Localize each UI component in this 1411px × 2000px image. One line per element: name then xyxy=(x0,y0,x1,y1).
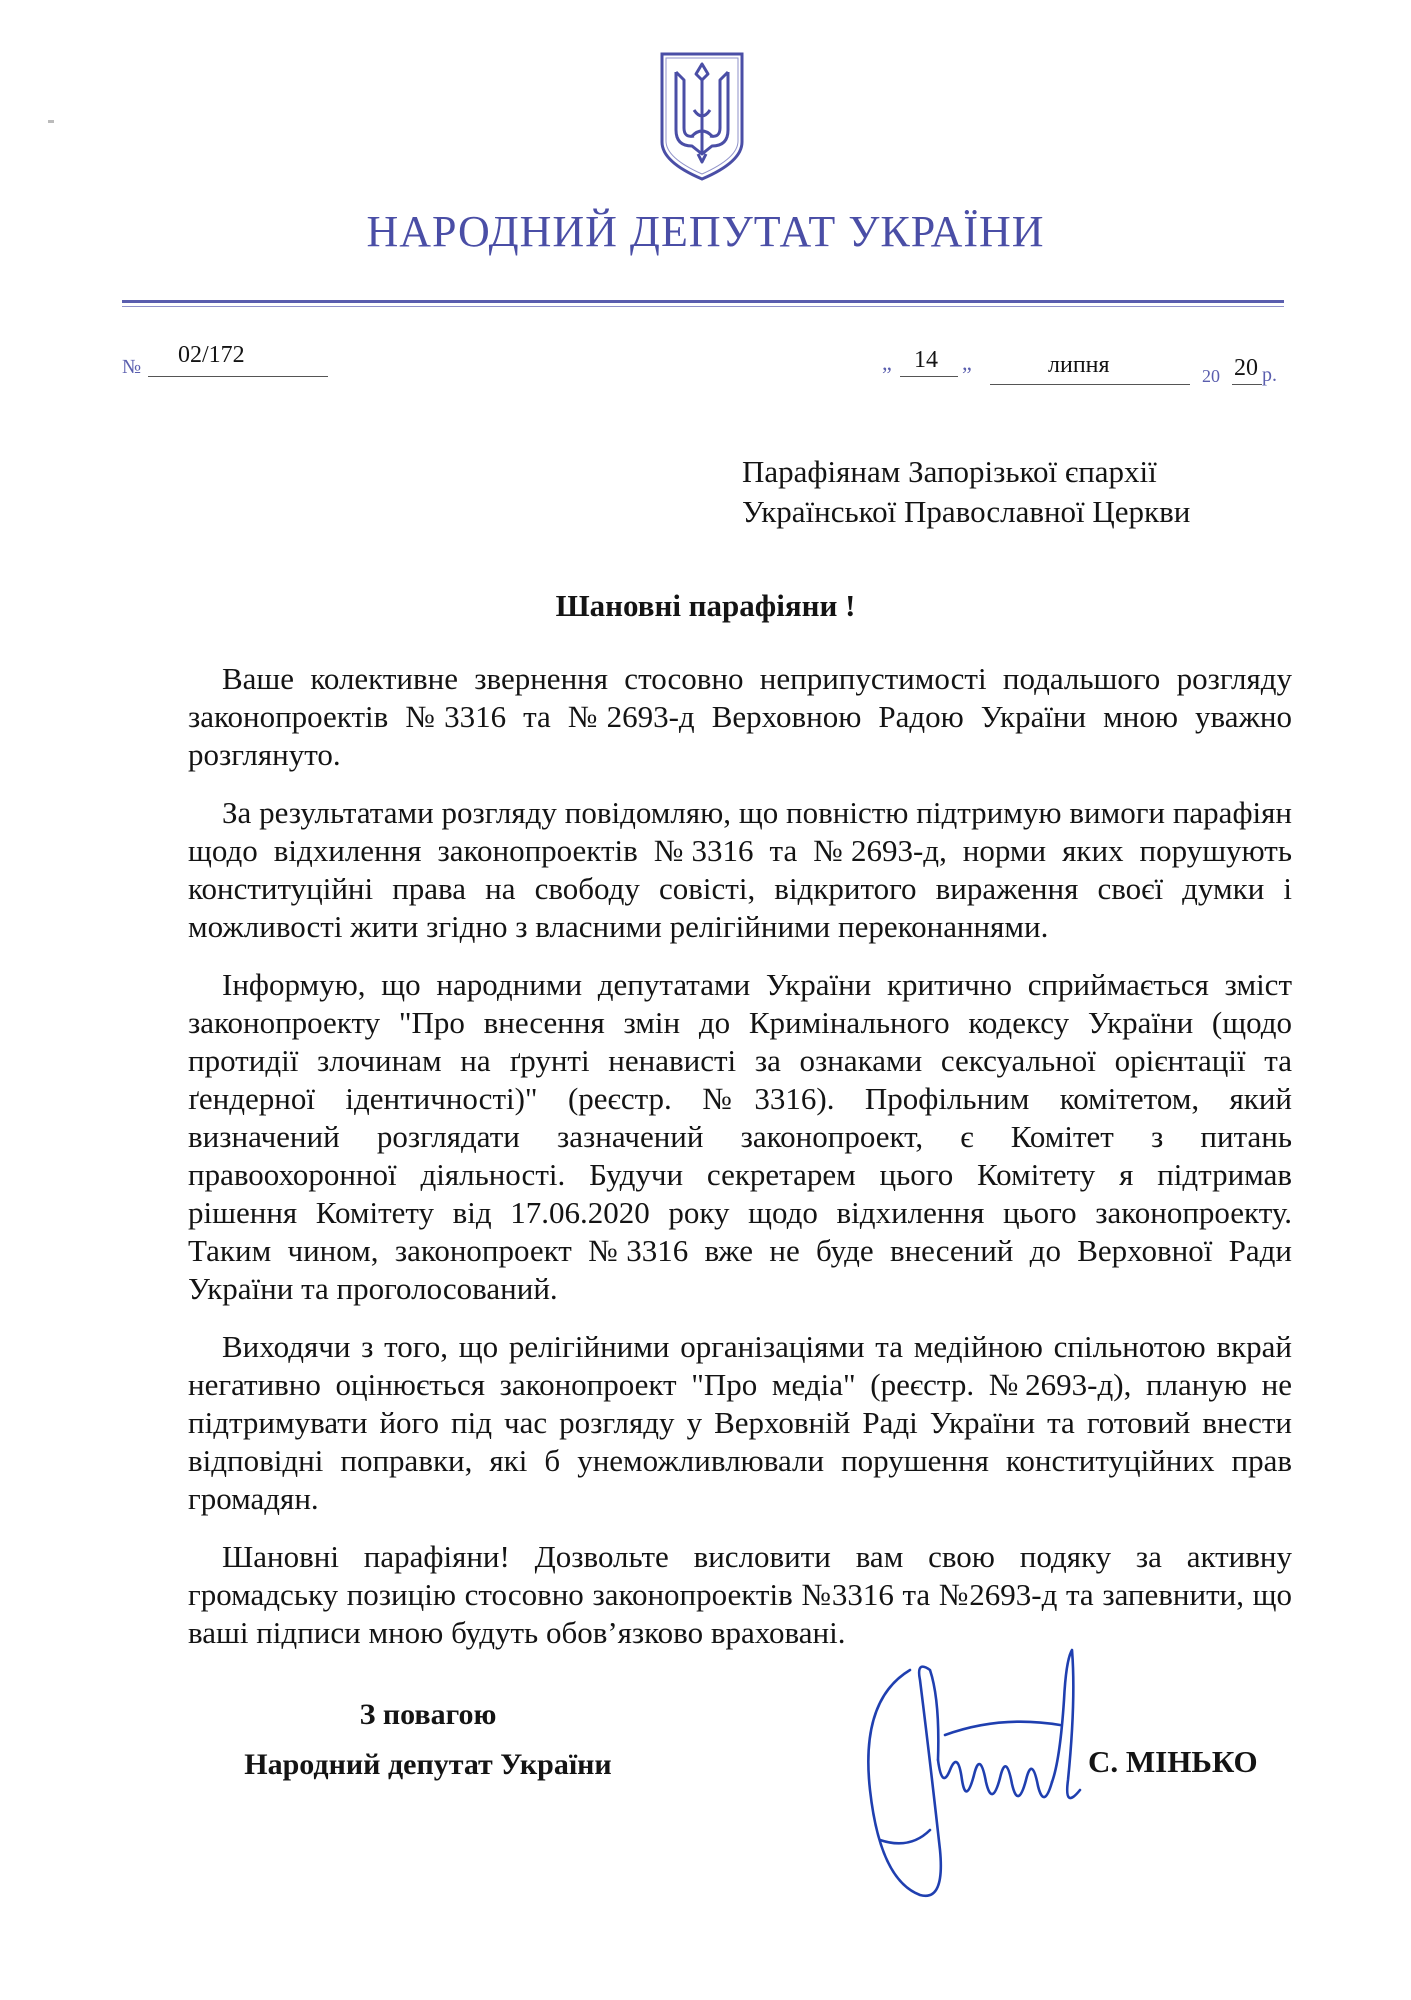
year-underline xyxy=(1232,384,1262,385)
date-year: 20 xyxy=(1234,355,1258,381)
header-rule xyxy=(122,300,1284,303)
addressee-line-2: Української Православної Церкви xyxy=(742,494,1191,529)
body-paragraph-3: Інформую, що народними депутатами України критично сприймається зміст законопроекту "Про внесення змін до Кримінального кодексу України (щодо протидії злочинам на ґрунті ненависті за ознаками сексуальної орієнтації та ґендерної ідентичності)" (реєстр. №3316). Профільним комітетом, який визначений розглядати зазначений законопроект, є Комітет з питань правоохоронної діяльності. Будучи секретарем цього Комітету я підтримав рішення Комітету від 17.06.2020 року щодо відхилення цього законопроекту. Таким чином, законопроект №3316 вже не буде внесений до Верховної Ради України та проголосований. xyxy=(188,967,1292,1306)
handwritten-signature xyxy=(850,1640,1120,1920)
letter-body xyxy=(188,660,1292,1672)
scan-speck xyxy=(48,120,54,123)
year-prefix: 20 xyxy=(1202,366,1220,386)
close-quote: „ xyxy=(962,350,972,375)
body-paragraph-1: Ваше колективне звернення стосовно неприпустимості подальшого розгляду законопроектів №3316 та №2693-д Верховною Радою України мною уважно розглянуто. xyxy=(188,661,1292,772)
body-paragraph-5: Шановні парафіяни! Дозвольте висловити вам свою подяку за активну громадську позицію стосовно законопроектів №3316 та №2693-д та запевнити, що ваші підписи мною будуть обов’язково враховані. xyxy=(188,1539,1292,1650)
month-underline xyxy=(990,384,1190,385)
day-underline xyxy=(900,376,958,377)
signer-name: С. МІНЬКО xyxy=(1088,1744,1258,1779)
trident-emblem-icon xyxy=(658,50,746,183)
closing-block xyxy=(188,1690,668,1790)
addressee xyxy=(742,452,1190,532)
letterhead-title: НАРОДНИЙ ДЕПУТАТ УКРАЇНИ xyxy=(366,207,1045,256)
letter-number: 02/172 xyxy=(178,342,245,368)
date-day: 14 xyxy=(914,347,938,373)
year-mark: р. xyxy=(1262,364,1277,386)
addressee-line-1: Парафіянам Запорізької єпархії xyxy=(742,454,1157,489)
closing-title: Народний депутат України xyxy=(244,1748,612,1781)
body-paragraph-4: Виходячи з того, що релігійними організаціями та медійною спільнотою вкрай негативно оцінюється законопроект "Про медіа" (реєстр. №2693-д), планую не підтримувати його під час розгляду у Верховній Раді України та готовий внести відповідні поправки, які б унеможливлювали порушення конституційних прав громадян. xyxy=(188,1329,1292,1516)
number-label: № xyxy=(122,356,142,378)
number-underline xyxy=(148,376,328,377)
body-paragraph-2: За результатами розгляду повідомляю, що повністю підтримую вимоги парафіян щодо відхилення законопроектів №3316 та №2693-д, норми яких порушують конституційні права на свободу совісті, відкритого вираження своєї думки і можливості жити згідно з власними релігійними переконаннями. xyxy=(188,795,1292,944)
salutation: Шановні парафіяни ! xyxy=(555,588,856,623)
header-rule-thin xyxy=(122,306,1284,307)
closing-regards: З повагою xyxy=(359,1698,497,1731)
open-quote: „ xyxy=(882,350,892,375)
date-month: липня xyxy=(1048,352,1110,378)
